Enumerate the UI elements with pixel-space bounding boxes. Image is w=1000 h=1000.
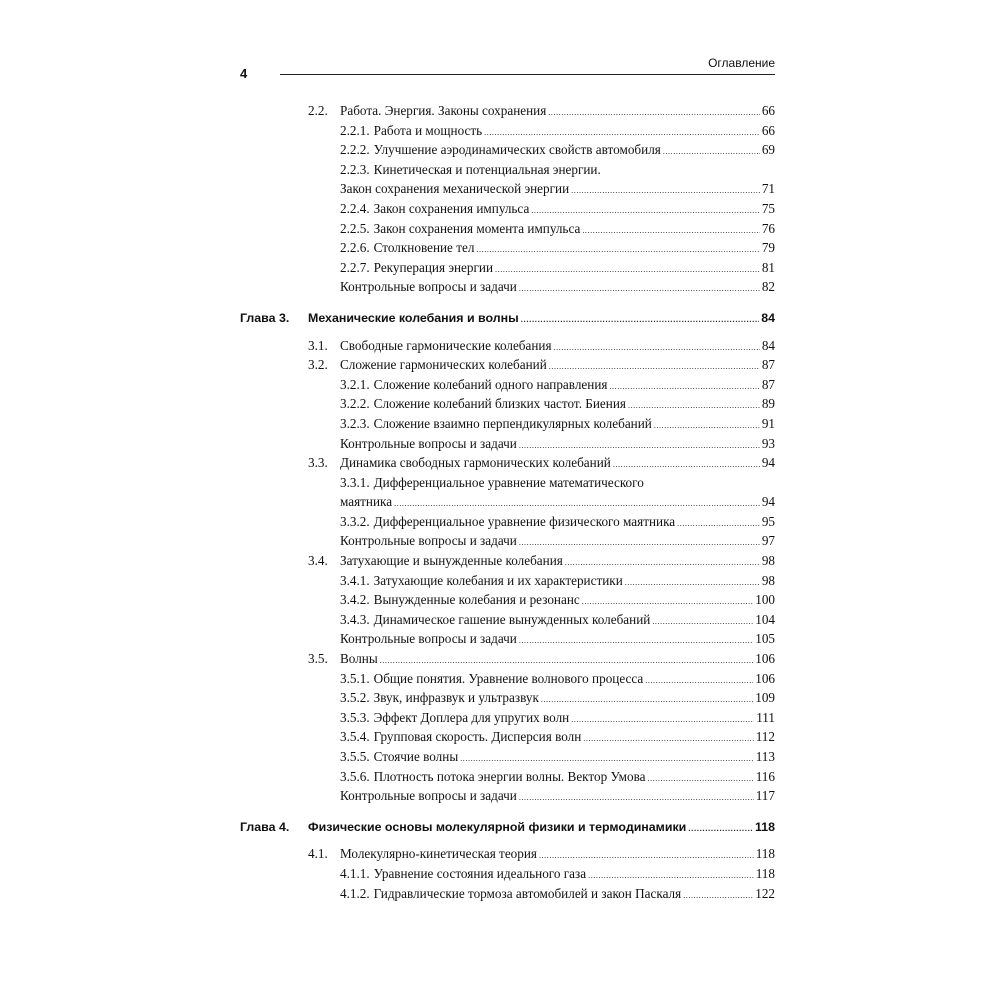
- section-number: 3.5.: [308, 651, 328, 667]
- toc-section-row: [308, 649, 775, 669]
- page-ref: 66: [761, 103, 775, 118]
- subsection-title: Сложение колебаний близких частот. Биения: [373, 396, 626, 412]
- subsection-title-line1: Дифференциальное уравнение математического: [373, 474, 644, 490]
- subsection-number: 2.2.3.: [340, 161, 370, 177]
- page-ref: 122: [755, 885, 775, 901]
- page-ref: 97: [761, 533, 775, 549]
- subsection-title: Гидравлические тормоза автомобилей и закон Паскаля: [373, 885, 682, 901]
- dot-leader: [654, 416, 760, 436]
- toc-subsection-row: [340, 199, 775, 219]
- page-ref: 113: [755, 749, 775, 764]
- page-ref: 118: [755, 819, 775, 834]
- toc-section-row: [308, 453, 775, 473]
- subsection-title: Столкновение тел: [373, 240, 475, 256]
- toc-subsection-row: [340, 140, 775, 160]
- toc-subsection-row: [340, 219, 775, 239]
- subsection-title-line1: Кинетическая и потенциальная энергии.: [373, 161, 601, 177]
- dot-leader: [495, 260, 760, 280]
- page-ref: 93: [761, 435, 775, 451]
- subsection-first-line: [340, 473, 775, 493]
- toc-subsection-row: [340, 786, 775, 806]
- toc-subsection-row: [340, 688, 775, 708]
- page-ref: 94: [761, 494, 775, 510]
- dot-leader: [683, 886, 753, 906]
- page-ref: 112: [755, 729, 775, 745]
- subsection-number: 3.4.2.: [340, 592, 370, 608]
- subsection-title: Групповая скорость. Дисперсия волн: [373, 729, 582, 745]
- dot-leader: [521, 310, 760, 330]
- chapter-gap: [240, 837, 775, 844]
- dot-leader: [652, 612, 753, 632]
- subsection-title: Контрольные вопросы и задачи: [340, 279, 517, 295]
- page-ref: 98: [761, 572, 775, 588]
- section-title: Молекулярно-кинетическая теория: [340, 846, 537, 862]
- page-ref: 104: [755, 611, 775, 627]
- page-ref: 95: [761, 513, 775, 529]
- subsection-title: Эффект Доплера для упругих волн: [373, 709, 570, 725]
- dot-leader: [519, 631, 753, 651]
- dot-leader: [582, 221, 759, 241]
- page-ref: 69: [761, 142, 775, 158]
- subsection-number: 3.2.1.: [340, 376, 370, 392]
- chapter-title: Механические колебания и волны: [308, 310, 519, 325]
- page-number: 4: [240, 66, 248, 81]
- subsection-title: Работа и мощность: [373, 122, 483, 138]
- toc-subsection-row: [340, 727, 775, 747]
- subsection-number: 3.5.1.: [340, 670, 370, 686]
- toc-subsection-row: [340, 610, 775, 630]
- section-title: Работа. Энергия. Законы сохранения: [340, 103, 547, 118]
- toc-subsection-row: [340, 531, 775, 551]
- subsection-title-line2: Закон сохранения механической энергии: [340, 181, 570, 197]
- subsection-number: 3.5.2.: [340, 690, 370, 706]
- dot-leader: [571, 710, 754, 730]
- subsection-number: 2.2.1.: [340, 122, 370, 138]
- toc-subsection-row: [340, 414, 775, 434]
- table-of-contents: [240, 101, 775, 903]
- section-number: 3.4.: [308, 553, 328, 569]
- page-ref: 100: [755, 592, 775, 608]
- subsection-title: Сложение взаимно перпендикулярных колебаний: [373, 415, 652, 431]
- subsection-title: Вынужденные колебания и резонанс: [373, 592, 580, 608]
- section-number: 4.1.: [308, 846, 328, 862]
- page-ref: 116: [755, 768, 775, 784]
- subsection-number: 3.5.6.: [340, 768, 370, 784]
- toc-section-row: [308, 101, 775, 121]
- toc-subsection-row: [340, 669, 775, 689]
- page-ref: 79: [761, 240, 775, 256]
- subsection-number: 3.3.2.: [340, 513, 370, 529]
- subsection-title: Контрольные вопросы и задачи: [340, 631, 517, 647]
- toc-subsection-row: [340, 258, 775, 278]
- subsection-title: Стоячие волны: [373, 749, 459, 764]
- dot-leader: [688, 819, 753, 839]
- dot-leader: [677, 514, 760, 534]
- subsection-number: 3.5.5.: [340, 749, 370, 764]
- dot-leader: [519, 788, 754, 808]
- section-number: 3.1.: [308, 337, 328, 353]
- subsection-number: 2.2.7.: [340, 259, 370, 275]
- page-ref: 71: [761, 181, 775, 197]
- page-ref: 109: [755, 690, 775, 706]
- subsection-last-line: [340, 492, 775, 512]
- subsection-number: 3.5.4.: [340, 729, 370, 745]
- subsection-number: 3.3.1.: [340, 474, 370, 490]
- subsection-title: Контрольные вопросы и задачи: [340, 788, 517, 804]
- toc-section-row: [308, 844, 775, 864]
- page-ref: 82: [761, 279, 775, 295]
- subsection-title: Улучшение аэродинамических свойств автомобиля: [373, 142, 661, 158]
- page-ref: 106: [755, 670, 775, 686]
- page-ref: 94: [761, 455, 775, 471]
- dot-leader: [648, 769, 754, 789]
- subsection-number: 2.2.4.: [340, 200, 370, 216]
- section-number: 3.2.: [308, 357, 328, 373]
- dot-leader: [625, 573, 760, 593]
- header-rule: [280, 74, 775, 75]
- toc-subsection-row: [340, 121, 775, 141]
- page-ref: 118: [755, 846, 775, 862]
- toc-subsection-row: [340, 394, 775, 414]
- subsection-title: Контрольные вопросы и задачи: [340, 533, 517, 549]
- toc-subsection-row: [340, 629, 775, 649]
- chapter-number: Глава 4.: [240, 819, 290, 834]
- dot-leader: [519, 279, 760, 299]
- section-number: 3.3.: [308, 455, 328, 471]
- subsection-title: Закон сохранения импульса: [373, 200, 530, 216]
- toc-chapter-row: [240, 309, 775, 329]
- toc-subsection-row: [340, 277, 775, 297]
- subsection-title: Динамическое гашение вынужденных колебаний: [373, 611, 651, 627]
- subsection-title: Закон сохранения момента импульса: [373, 220, 581, 236]
- page-ref: 81: [761, 259, 775, 275]
- toc-chapter-row: [240, 818, 775, 838]
- page-ref: 84: [761, 310, 775, 325]
- section-title: Свободные гармонические колебания: [340, 337, 552, 353]
- page-ref: 84: [761, 337, 775, 353]
- subsection-title: Дифференциальное уравнение физического маятника: [373, 513, 676, 529]
- toc-subsection-row: [340, 708, 775, 728]
- chapter-number: Глава 3.: [240, 310, 290, 325]
- toc-subsection-row: [340, 434, 775, 454]
- dot-leader: [541, 690, 753, 710]
- subsection-number: 3.2.3.: [340, 415, 370, 431]
- page-ref: 76: [761, 220, 775, 236]
- section-title: Затухающие и вынужденные колебания: [340, 553, 563, 569]
- page-ref: 66: [761, 122, 775, 138]
- subsection-number: 3.5.3.: [340, 709, 370, 725]
- subsection-title: Звук, инфразвук и ультразвук: [373, 690, 539, 706]
- toc-subsection-row: [340, 864, 775, 884]
- dot-leader: [554, 338, 760, 358]
- subsection-number: 3.4.1.: [340, 572, 370, 588]
- subsection-title: Общие понятия. Уравнение волнового процесса: [373, 670, 644, 686]
- toc-section-row: [308, 355, 775, 375]
- section-title: Сложение гармонических колебаний: [340, 357, 547, 373]
- page-ref: 87: [761, 376, 775, 392]
- subsection-number: 2.2.6.: [340, 240, 370, 256]
- subsection-title: Контрольные вопросы и задачи: [340, 435, 517, 451]
- subsection-last-line: [340, 179, 775, 199]
- section-number: 2.2.: [308, 103, 328, 118]
- page-ref: 98: [761, 553, 775, 569]
- page-ref: 105: [755, 631, 775, 647]
- subsection-first-line: [340, 160, 775, 180]
- dot-leader: [571, 181, 760, 201]
- running-head: Оглавление: [708, 56, 775, 70]
- toc-subsection-row: [340, 590, 775, 610]
- dot-leader: [476, 240, 759, 260]
- subsection-title: Сложение колебаний одного направления: [373, 376, 608, 392]
- page-ref: 117: [755, 788, 775, 804]
- dot-leader: [613, 455, 760, 475]
- toc-subsection-row: [340, 238, 775, 258]
- toc-subsection-row: [340, 884, 775, 904]
- section-title: Динамика свободных гармонических колебаний: [340, 455, 611, 471]
- subsection-title: Уравнение состояния идеального газа: [373, 865, 587, 881]
- toc-subsection-row: [340, 571, 775, 591]
- subsection-number: 4.1.2.: [340, 885, 370, 901]
- dot-leader: [583, 729, 753, 749]
- page-ref: 87: [761, 357, 775, 373]
- subsection-title: Плотность потока энергии волны. Вектор Умова: [373, 768, 646, 784]
- chapter-title: Физические основы молекулярной физики и термодинамики: [308, 819, 687, 834]
- page-ref: 91: [761, 415, 775, 431]
- toc-section-row: [308, 551, 775, 571]
- subsection-number: 3.2.2.: [340, 396, 370, 412]
- page-ref: 111: [756, 709, 775, 725]
- subsection-title: Рекуперация энергии: [373, 259, 494, 275]
- toc-section-row: [308, 336, 775, 356]
- toc-subsection-row: [340, 767, 775, 787]
- dot-leader: [609, 377, 759, 397]
- chapter-gap: [240, 329, 775, 336]
- dot-leader: [548, 103, 760, 123]
- page-ref: 106: [755, 651, 775, 667]
- toc-subsection-row: [340, 473, 775, 512]
- subsection-number: 2.2.5.: [340, 220, 370, 236]
- subsection-number: 3.4.3.: [340, 611, 370, 627]
- section-title: Волны: [340, 651, 378, 667]
- dot-leader: [645, 671, 753, 691]
- toc-subsection-row: [340, 160, 775, 199]
- toc-subsection-row: [340, 512, 775, 532]
- dot-leader: [663, 142, 760, 162]
- subsection-title: Затухающие колебания и их характеристики: [373, 572, 623, 588]
- page-ref: 75: [761, 200, 775, 216]
- subsection-title-line2: маятника: [340, 494, 393, 510]
- page-ref: 118: [755, 865, 775, 881]
- toc-subsection-row: [340, 375, 775, 395]
- toc-subsection-row: [340, 747, 775, 767]
- page-ref: 89: [761, 396, 775, 412]
- subsection-number: 2.2.2.: [340, 142, 370, 158]
- subsection-number: 4.1.1.: [340, 865, 370, 881]
